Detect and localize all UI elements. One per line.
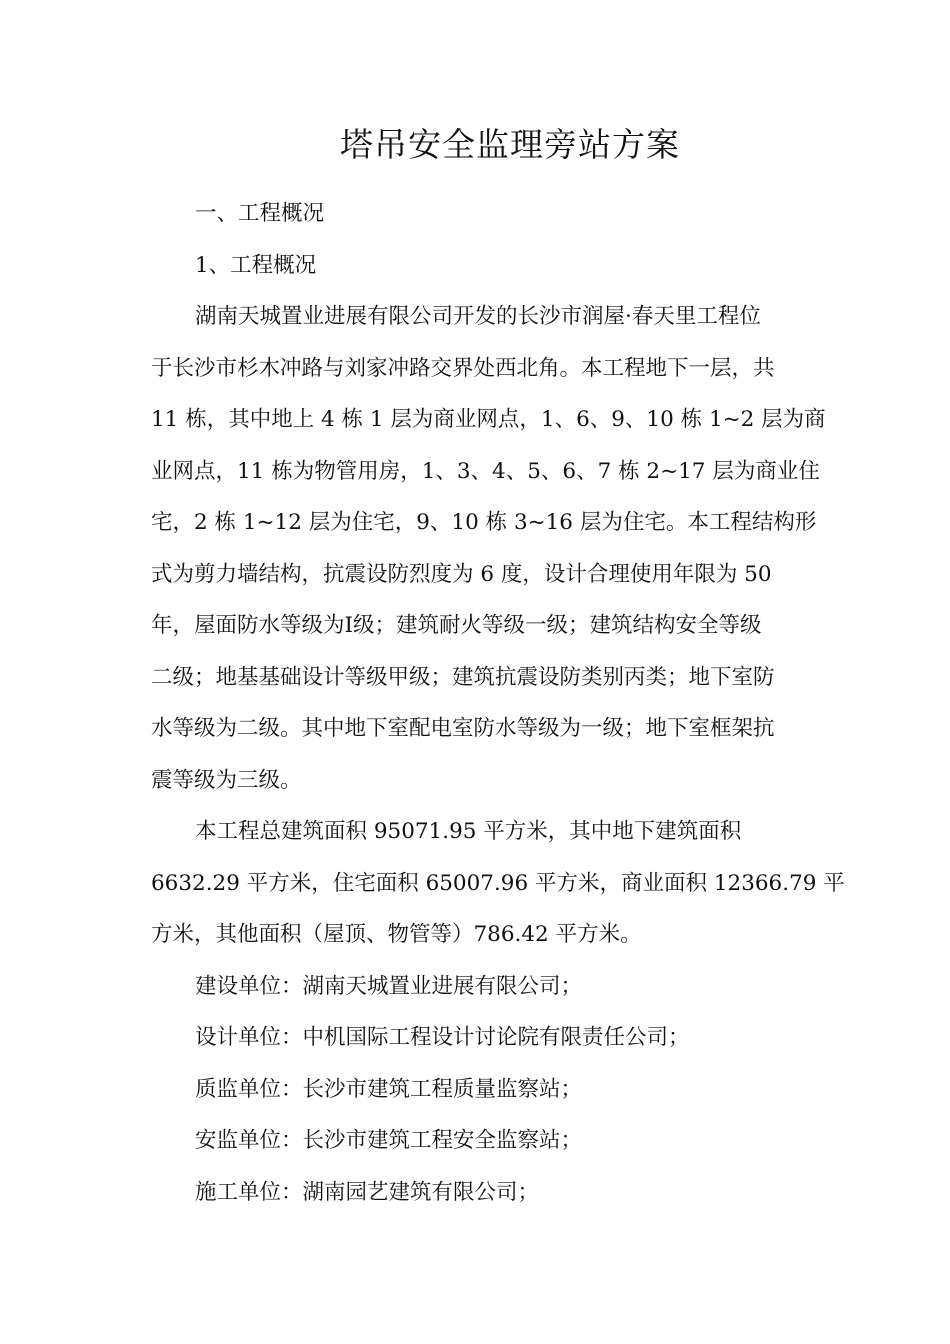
paragraph-line: 水等级为二级。其中地下室配电室防水等级为一级；地下室框架抗 bbox=[151, 716, 775, 741]
paragraph-line: 震等级为三级。 bbox=[151, 767, 302, 793]
paragraph-line: 11 栋，其中地上 4 栋 1 层为商业网点，1、6、9、10 栋 1~2 层为商 bbox=[151, 407, 826, 432]
paragraph-line: 湖南天城置业进展有限公司开发的长沙市润屋·春天里工程位 bbox=[195, 304, 761, 329]
paragraph-project-overview bbox=[151, 291, 826, 806]
section-heading: 一、工程概况 bbox=[195, 201, 325, 226]
paragraph-line: 本工程总建筑面积 95071.95 平方米，其中地下建筑面积 bbox=[195, 819, 742, 844]
document-title: 塔吊安全监理旁站方案 bbox=[340, 125, 680, 164]
design-unit: 设计单位：中机国际工程设计讨论院有限责任公司； bbox=[195, 1025, 690, 1050]
paragraph-line: 方米，其他面积（屋顶、物管等）786.42 平方米。 bbox=[151, 922, 642, 947]
paragraph-line: 二级；地基基础设计等级甲级；建筑抗震设防类别丙类；地下室防 bbox=[151, 664, 775, 690]
subsection-heading: 1、工程概况 bbox=[195, 252, 317, 278]
paragraph-line: 年，屋面防水等级为Ⅰ级；建筑耐火等级一级；建筑结构安全等级 bbox=[151, 613, 762, 638]
paragraph-line: 于长沙市杉木冲路与刘家冲路交界处西北角。本工程地下一层，共 bbox=[151, 355, 775, 381]
paragraph-line: 式为剪力墙结构，抗震设防烈度为 6 度，设计合理使用年限为 50 bbox=[151, 561, 772, 587]
paragraph-line: 业网点，11 栋为物管用房，1、3、4、5、6、7 栋 2~17 层为商业住 bbox=[151, 458, 820, 484]
safety-supervision-unit: 安监单位：长沙市建筑工程安全监察站； bbox=[195, 1128, 583, 1153]
unit-list bbox=[151, 961, 803, 1219]
quality-supervision-unit: 质监单位：长沙市建筑工程质量监察站； bbox=[195, 1076, 583, 1102]
paragraph-line: 6632.29 平方米，住宅面积 65007.96 平方米，商业面积 12366.79 平 bbox=[151, 870, 845, 896]
construction-unit: 建设单位：湖南天城置业进展有限公司； bbox=[195, 973, 583, 999]
paragraph-line: 宅，2 栋 1~12 层为住宅，9、10 栋 3~16 层为住宅。本工程结构形 bbox=[151, 510, 817, 535]
contractor-unit: 施工单位：湖南园艺建筑有限公司； bbox=[195, 1179, 540, 1205]
document-body bbox=[151, 188, 845, 1218]
paragraph-building-area bbox=[151, 806, 845, 961]
